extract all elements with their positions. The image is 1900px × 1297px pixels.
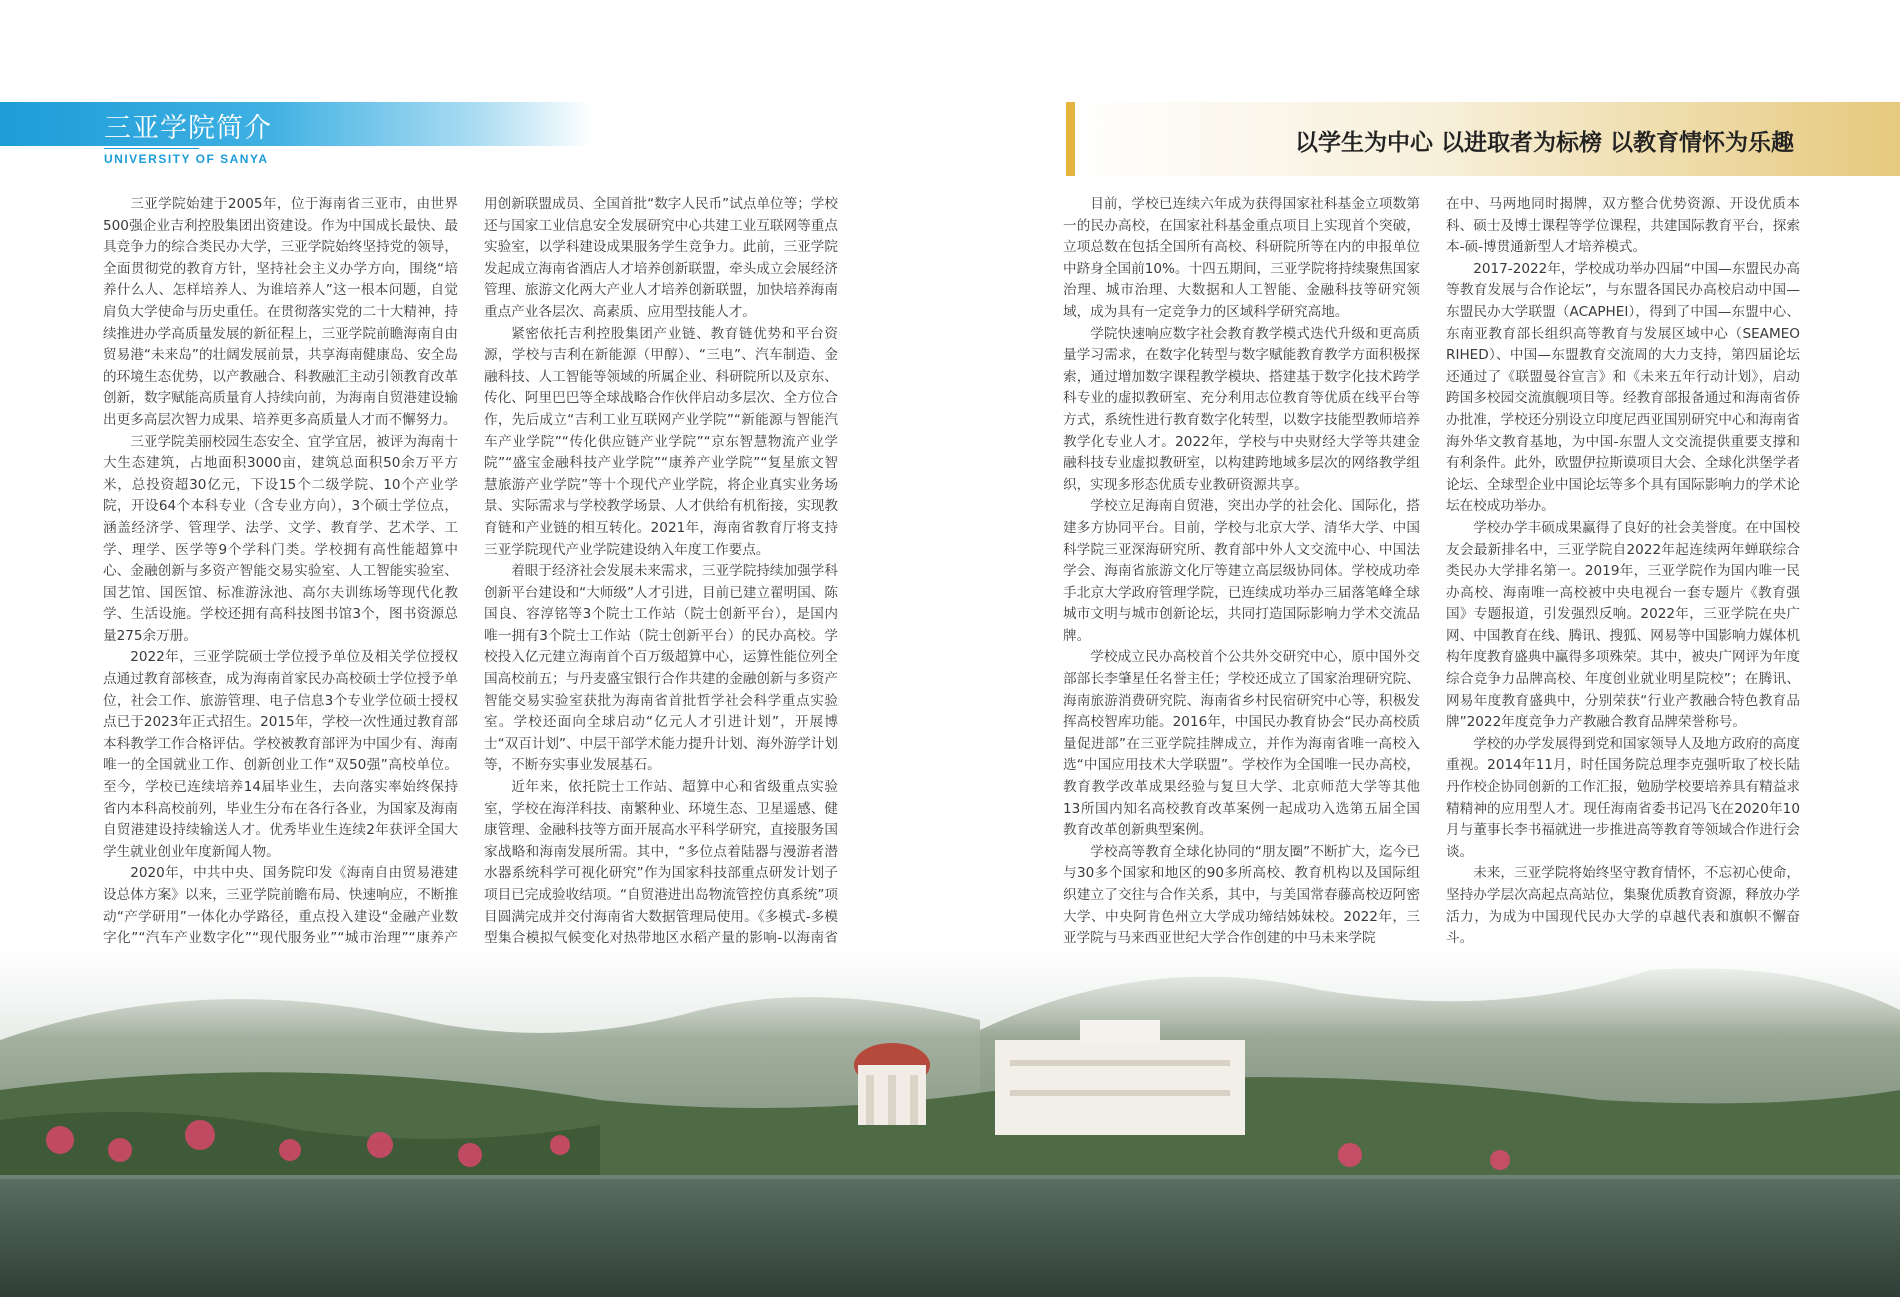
paragraph: 学校办学丰硕成果赢得了良好的社会美誉度。在中国校友会最新排名中，三亚学院自2022年起连续两年蝉联综合类民办大学排名第一。2019年，三亚学院作为国内唯一民办高校、海南唯一高校被中央电视台一套专题片《教育强国》专题报道，引发强烈反响。2022年，三亚学院在央广网、中国教育在线、腾讯、搜狐、网易等中国影响力媒体机构年度教育盛典中赢得多项殊荣。其中，被央广网评为年度综合竞争力品牌高校、年度创业就业明星院校”；在腾讯、网易年度教育盛典中，分别荣获“行业产教融合特色教育品牌”2022年度竞争力产教融合教育品牌荣誉称号。 [1446, 519, 1800, 731]
text-column-1 [103, 194, 458, 1015]
text-column-3 [1063, 194, 1420, 950]
paragraph: 2020年，中共中央、国务院印发《海南自由贸易港建设总体方案》以来，三亚学院前瞻布局、快速响应，不断推动“产学研用”一体化办学路径，重点投入建设“金融产业数字化”“汽车产业数字化”“现代服务业”“城市治理”“康养产 [103, 865, 458, 947]
header-banner-right [1066, 102, 1900, 176]
paragraph: 学院快速响应数字社会教育教学模式迭代升级和更高质量学习需求，在数字化转型与数字赋能教育教学方面积极探索，通过增加数字课程教学模块、搭建基于数字化技术跨学科专业的虚拟教研室、充分利用志位教育等优质在线平台等方式，系统性进行教育数字化转型，以数字技能型教师培养教学化专业人才。2022年，学校与中央财经大学等共建金融科技专业虚拟教研室，以构建跨地域多层次的网络教学组织，实现多形态优质专业教研资源共享。 [1063, 325, 1420, 493]
paragraph: 在中、马两地同时揭牌，双方整合优势资源、开设优质本科、硕士及博士课程等学位课程，共建国际教育平台，探索本-硕-博贯通新型人才培养模式。 [1446, 196, 1800, 256]
text-column-4 [1446, 194, 1800, 950]
campus-photo [0, 950, 1900, 1297]
page-subtitle: UNIVERSITY OF SANYA [104, 152, 269, 166]
paragraph: 2017-2022年，学校成功举办四届“中国—东盟民办高等教育发展与合作论坛”，与东盟各国民办高校启动中国—东盟民办大学联盟（ACAPHEI），得到了中国—东盟中心、东南亚教育部长组织高等教育与发展区域中心（SEAMEO RIHED）、中国—东盟教育交流周的大力支持，第四届论坛还通过了《联盟曼谷宣言》和《未来五年行动计划》，启动跨国多校园交流旗舰项目等。经教育部报备通过和海南省侨办批准，学校还分别设立印度尼西亚国别研究中心和海南省海外华文教育基地，为中国-东盟人文交流提供重要支撑和有利条件。此外，欧盟伊拉斯谟项目大会、全球化洪堡学者论坛、全球型企业中国论坛等多个具有国际影响力的学术论坛在校成功举办。 [1446, 260, 1800, 515]
paragraph: 目前，学校已连续六年成为获得国家社科基金立项数第一的民办高校，在国家社科基金重点项目上实现首个突破，立项总数在包括全国所有高校、科研院所等在内的申报单位中跻身全国前10%。十四五期间，三亚学院将持续聚焦国家治理、城市治理、大数据和人工智能、金融科技等研究领域，成为具有一定竞争力的区域科学研究高地。 [1063, 196, 1420, 320]
paragraph: 学校高等教育全球化协同的“朋友圈”不断扩大，迄今已与30多个国家和地区的90多所高校、教育机构以及国际组织建立了交往与合作关系，其中，与美国常春藤高校迈阿密大学、中央阿肯色州立大学成功缔结姊妹校。2022年，三亚学院与马来西亚世纪大学合作创建的中马未来学院 [1063, 843, 1420, 947]
slogan: 以学生为中心 以进取者为标榜 以教育情怀为乐趣 [1294, 130, 1794, 156]
accent-bar [1066, 102, 1075, 176]
paragraph: 三亚学院美丽校园生态安全、宜学宜居，被评为海南十大生态建筑，占地面积3000亩，建筑总面积50余万平方米，总投资超30亿元，下设15个二级学院、10个产业学院，开设64个本科专业（含专业方向），3个硕士学位点，涵盖经济学、管理学、法学、文学、教育学、艺术学、工学、理学、医学等9个学科门类。学校拥有高性能超算中心、金融创新与多资产智能交易实验室、人工智能实验室、国艺馆、国医馆、标准游泳池、高尔夫训练场等现代化教学、生活设施。学校还拥有高科技图书馆3个，图书资源总量275余万册。 [103, 433, 458, 644]
paragraph: 近年来，依托院士工作站、超算中心和省级重点实验室，学校在海洋科技、南繁种业、环境生态、卫星遥感、健康管理、金融科技等方面开展高水平科学研究，直接服务国家战略和海南发展所需。其中，“多位点着陆器与漫游者潜水器系统科学可视化研究”作为国家科技部重点研发计划子项目已完成验收结项。“自贸港进出岛物流管控仿真系统”项目圆满完成并交付海南省大数据管理局使用。《多模式-多模型集合模拟气候变化对热带地区水稻产量的影响-以海南省 [484, 779, 838, 947]
paragraph: 用创新联盟成员、全国首批“数字人民币”试点单位等；学校还与国家工业信息安全发展研究中心共建工业互联网等重点实验室，以学科建设成果服务学生竞争力。此前，三亚学院发起成立海南省酒店人才培养创新联盟，牵头成立会展经济管理、旅游文化两大产业人才培养创新联盟，加快培养海南重点产业各层次、高素质、应用型技能人才。 [484, 196, 838, 320]
page-title: 三亚学院简介 [104, 113, 272, 144]
paragraph: 紧密依托吉利控股集团产业链、教育链优势和平台资源，学校与吉利在新能源（甲醇）、“三电”、汽车制造、金融科技、人工智能等领域的所属企业、科研院所以及京东、传化、阿里巴巴等全球战略合作伙伴启动多层次、全方位合作，先后成立“吉利工业互联网产业学院”“新能源与智能汽车产业学院”“传化供应链产业学院”“京东智慧物流产业学院”“盛宝金融科技产业学院”“康养产业学院”“复星旅文智慧旅游产业学院”等十个现代产业学院，将企业真实业务场景、实际需求与学校教学场景、人才供给有机衔接，实现教育链和产业链的相互转化。2021年，海南省教育厅将支持三亚学院现代产业学院建设纳入年度工作要点。 [484, 325, 838, 558]
text-column-2 [484, 194, 838, 1015]
paragraph: 学校立足海南自贸港，突出办学的社会化、国际化，搭建多方协同平台。目前，学校与北京大学、清华大学、中国科学院三亚深海研究所、教育部中外人文交流中心、中国法学会、海南省旅游文化厅等建立高层级协同体。学校成功牵手北京大学政府管理学院，已连续成功举办三届落笔峰全球城市文明与城市创新论坛，共同打造国际影响力学术交流品牌。 [1063, 498, 1420, 644]
header-banner-left [0, 102, 592, 146]
paragraph: 学校的办学发展得到党和国家领导人及地方政府的高度重视。2014年11月，时任国务院总理李克强听取了校长陆丹作校企协同创新的工作汇报，勉励学校要培养具有精益求精精神的应用型人才。现任海南省委书记冯飞在2020年10月与董事长李书福就进一步推进高等教育等领域合作进行会谈。 [1446, 735, 1800, 860]
paragraph: 未来，三亚学院将始终坚守教育情怀，不忘初心使命，坚持办学层次高起点高站位，集聚优质教育资源，释放办学活力，为成为中国现代民办大学的卓越代表和旗帜不懈奋斗。 [1446, 865, 1800, 947]
paragraph: 三亚学院始建于2005年，位于海南省三亚市，由世界500强企业吉利控股集团出资建设。作为中国成长最快、最具竞争力的综合类民办大学，三亚学院始终坚持党的领导，全面贯彻党的教育方针，坚持社会主义办学方向，围绕“培养什么人、怎样培养人、为谁培养人”这一根本问题，自觉肩负大学使命与历史重任。在贯彻落实党的二十大精神，持续推进办学高质量发展的新征程上，三亚学院前瞻海南自由贸易港“未来岛”的壮阔发展前景，共享海南健康岛、安全岛的环境生态优势，以产教融合、科教融汇主动引领教育改革创新，数字赋能高质量育人持续向前，为海南自贸港建设输出更多高层次智力成果、培养更多高质量人才而不懈努力。 [103, 196, 458, 428]
subtitle-rule [104, 148, 199, 149]
paragraph: 学校成立民办高校首个公共外交研究中心，原中国外交部部长李肇星任名誉主任；学校还成立了国家治理研究院、海南旅游消费研究院、海南省乡村民宿研究中心等，积极发挥高校智库功能。2016年，中国民办教育协会“民办高校质量促进部”在三亚学院挂牌成立，并作为海南省唯一高校入选“中国应用技术大学联盟”。学校作为全国唯一民办高校，教育教学改革成果经验与复旦大学、北京师范大学等其他13所国内知名高校教育改革案例一起成功入选第五届全国教育改革创新典型案例。 [1063, 649, 1420, 839]
paragraph: 着眼于经济社会发展未来需求，三亚学院持续加强学科创新平台建设和“大师级”人才引进，目前已建立翟明国、陈国良、容淳铭等3个院士工作站（院士创新平台），是国内唯一拥有3个院士工作站（院士创新平台）的民办高校。学校投入亿元建立海南首个百万级超算中心，运算性能位列全国高校前五；与丹麦盛宝银行合作共建的金融创新与多资产智能交易实验室获批为海南省首批哲学社会科学重点实验室。学校还面向全球启动“亿元人才引进计划”，开展博士“双百计划”、中层干部学术能力提升计划、海外游学计划等，不断夯实事业发展基石。 [484, 563, 838, 774]
paragraph: 2022年，三亚学院硕士学位授予单位及相关学位授权点通过教育部核查，成为海南首家民办高校硕士学位授予单位，社会工作、旅游管理、电子信息3个专业学位硕士授权点已于2023年正式招生。2015年，学校一次性通过教育部本科教学工作合格评估。学校被教育部评为中国少有、海南唯一的全国就业工作、创新创业工作“双50强”高校单位。至今，学校已连续培养14届毕业生，去向落实率始终保持省内本科高校前列，毕业生分布在各行各业，为国家及海南自贸港建设持续输送人才。优秀毕业生连续2年获评全国大学生就业创业年度新闻人物。 [103, 649, 458, 860]
